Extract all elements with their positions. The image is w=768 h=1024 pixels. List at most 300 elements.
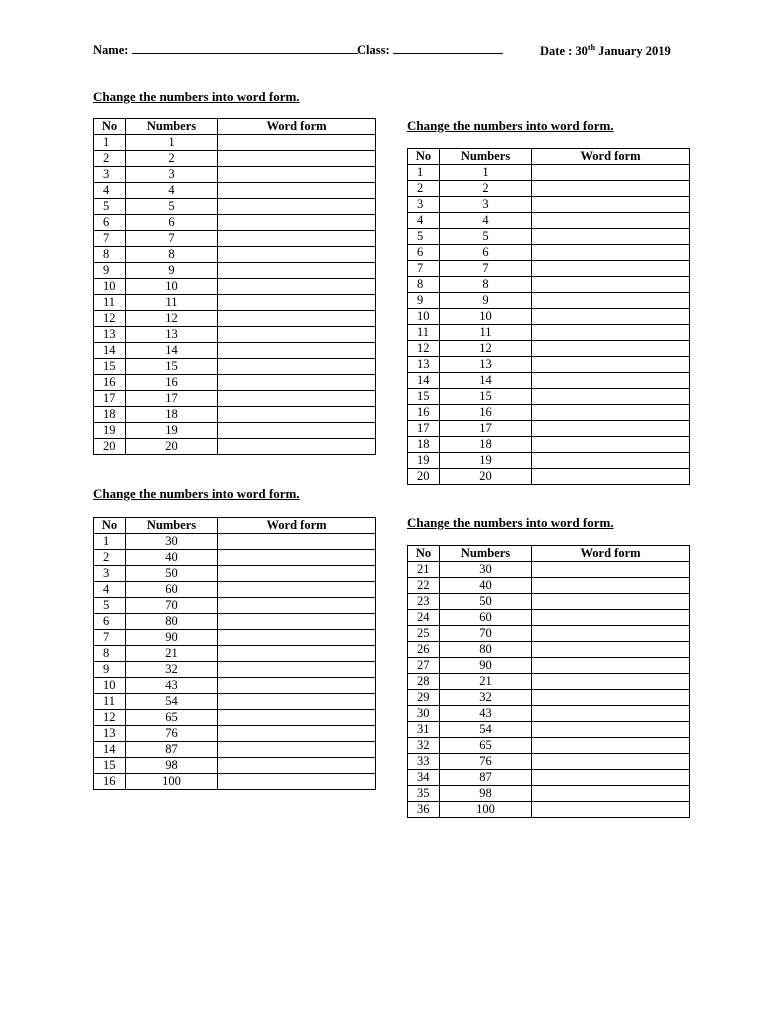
table-row: [94, 662, 376, 678]
table-row: [408, 594, 690, 610]
word-form-answer-cell[interactable]: [218, 343, 376, 359]
number-table: [93, 517, 376, 790]
row-number: 10: [94, 279, 126, 295]
number-value: 98: [126, 758, 218, 774]
number-value: 54: [126, 694, 218, 710]
table-row: [408, 658, 690, 674]
table-row: [94, 742, 376, 758]
word-form-answer-cell[interactable]: [218, 758, 376, 774]
row-number: 13: [94, 726, 126, 742]
word-form-answer-cell[interactable]: [532, 325, 690, 341]
table-row: [94, 614, 376, 630]
number-value: 87: [126, 742, 218, 758]
header-no: No: [94, 119, 126, 135]
word-form-answer-cell[interactable]: [532, 453, 690, 469]
table-row: [408, 706, 690, 722]
number-value: 30: [440, 562, 532, 578]
row-number: 4: [408, 213, 440, 229]
word-form-answer-cell[interactable]: [532, 405, 690, 421]
number-value: 30: [126, 534, 218, 550]
word-form-answer-cell[interactable]: [218, 646, 376, 662]
row-number: 9: [94, 263, 126, 279]
number-value: 2: [126, 151, 218, 167]
number-value: 15: [126, 359, 218, 375]
worksheet-4: [407, 514, 690, 818]
number-value: 90: [440, 658, 532, 674]
table-row: [94, 598, 376, 614]
word-form-answer-cell[interactable]: [218, 678, 376, 694]
word-form-answer-cell[interactable]: [218, 279, 376, 295]
row-number: 16: [94, 375, 126, 391]
row-number: 12: [94, 710, 126, 726]
number-value: 90: [126, 630, 218, 646]
table-row: [94, 215, 376, 231]
row-number: 4: [94, 582, 126, 598]
number-value: 18: [126, 407, 218, 423]
number-value: 4: [440, 213, 532, 229]
number-value: 12: [126, 311, 218, 327]
word-form-answer-cell[interactable]: [218, 391, 376, 407]
table-row: [94, 726, 376, 742]
table-row: [94, 375, 376, 391]
word-form-answer-cell[interactable]: [218, 710, 376, 726]
word-form-answer-cell[interactable]: [218, 247, 376, 263]
row-number: 25: [408, 626, 440, 642]
class-label: Class:: [357, 43, 390, 57]
number-value: 9: [126, 263, 218, 279]
row-number: 13: [94, 327, 126, 343]
word-form-answer-cell[interactable]: [218, 726, 376, 742]
row-number: 15: [94, 758, 126, 774]
number-value: 43: [440, 706, 532, 722]
table-row: [94, 758, 376, 774]
word-form-answer-cell[interactable]: [532, 578, 690, 594]
table-row: [94, 694, 376, 710]
worksheet-title: Change the numbers into word form.: [407, 515, 614, 530]
number-value: 19: [440, 453, 532, 469]
table-row: [408, 277, 690, 293]
table-row: [94, 279, 376, 295]
word-form-answer-cell[interactable]: [218, 167, 376, 183]
table-row: [408, 165, 690, 181]
worksheet-2: [407, 117, 690, 485]
row-number: 12: [408, 341, 440, 357]
row-number: 6: [94, 215, 126, 231]
number-value: 10: [126, 279, 218, 295]
word-form-answer-cell[interactable]: [218, 359, 376, 375]
number-value: 5: [126, 199, 218, 215]
row-number: 5: [408, 229, 440, 245]
number-value: 10: [440, 309, 532, 325]
table-row: [94, 439, 376, 455]
number-value: 20: [440, 469, 532, 485]
word-form-answer-cell[interactable]: [532, 802, 690, 818]
number-value: 14: [126, 343, 218, 359]
table-row: [408, 437, 690, 453]
header-numbers: Numbers: [126, 518, 218, 534]
number-value: 98: [440, 786, 532, 802]
word-form-answer-cell[interactable]: [218, 183, 376, 199]
table-header-row: [94, 119, 376, 135]
word-form-answer-cell[interactable]: [532, 469, 690, 485]
word-form-answer-cell[interactable]: [532, 357, 690, 373]
word-form-answer-cell[interactable]: [218, 534, 376, 550]
word-form-answer-cell[interactable]: [218, 598, 376, 614]
word-form-answer-cell[interactable]: [532, 261, 690, 277]
class-field[interactable]: [357, 43, 503, 58]
row-number: 18: [94, 407, 126, 423]
word-form-answer-cell[interactable]: [532, 738, 690, 754]
word-form-answer-cell[interactable]: [532, 421, 690, 437]
table-row: [408, 754, 690, 770]
word-form-answer-cell[interactable]: [532, 277, 690, 293]
worksheet-title: Change the numbers into word form.: [93, 486, 300, 501]
row-number: 28: [408, 674, 440, 690]
row-number: 32: [408, 738, 440, 754]
row-number: 14: [408, 373, 440, 389]
row-number: 3: [94, 566, 126, 582]
table-row: [408, 690, 690, 706]
row-number: 14: [94, 343, 126, 359]
number-value: 87: [440, 770, 532, 786]
header-numbers: Numbers: [440, 149, 532, 165]
number-value: 6: [440, 245, 532, 261]
word-form-answer-cell[interactable]: [218, 263, 376, 279]
number-value: 50: [440, 594, 532, 610]
word-form-answer-cell[interactable]: [218, 550, 376, 566]
row-number: 2: [94, 151, 126, 167]
number-value: 1: [126, 135, 218, 151]
number-value: 70: [440, 626, 532, 642]
row-number: 7: [94, 231, 126, 247]
table-row: [408, 786, 690, 802]
row-number: 4: [94, 183, 126, 199]
table-row: [94, 263, 376, 279]
number-value: 16: [126, 375, 218, 391]
word-form-answer-cell[interactable]: [532, 770, 690, 786]
number-value: 17: [126, 391, 218, 407]
row-number: 1: [408, 165, 440, 181]
table-row: [94, 423, 376, 439]
table-row: [408, 245, 690, 261]
header-numbers: Numbers: [126, 119, 218, 135]
word-form-answer-cell[interactable]: [218, 199, 376, 215]
row-number: 15: [94, 359, 126, 375]
number-value: 65: [126, 710, 218, 726]
table-row: [94, 582, 376, 598]
row-number: 27: [408, 658, 440, 674]
number-value: 40: [126, 550, 218, 566]
row-number: 1: [94, 534, 126, 550]
word-form-answer-cell[interactable]: [218, 439, 376, 455]
word-form-answer-cell[interactable]: [532, 309, 690, 325]
table-row: [408, 642, 690, 658]
table-row: [94, 343, 376, 359]
word-form-answer-cell[interactable]: [532, 594, 690, 610]
table-row: [408, 389, 690, 405]
table-row: [94, 359, 376, 375]
number-value: 13: [126, 327, 218, 343]
word-form-answer-cell[interactable]: [218, 311, 376, 327]
number-value: 17: [440, 421, 532, 437]
number-value: 4: [126, 183, 218, 199]
number-value: 8: [126, 247, 218, 263]
row-number: 30: [408, 706, 440, 722]
row-number: 9: [94, 662, 126, 678]
row-number: 8: [94, 646, 126, 662]
number-value: 1: [440, 165, 532, 181]
row-number: 24: [408, 610, 440, 626]
number-value: 7: [440, 261, 532, 277]
row-number: 21: [408, 562, 440, 578]
row-number: 20: [94, 439, 126, 455]
word-form-answer-cell[interactable]: [532, 754, 690, 770]
number-value: 16: [440, 405, 532, 421]
number-value: 20: [126, 439, 218, 455]
word-form-answer-cell[interactable]: [532, 181, 690, 197]
word-form-answer-cell[interactable]: [532, 690, 690, 706]
number-table: [407, 148, 690, 485]
word-form-answer-cell[interactable]: [532, 165, 690, 181]
number-value: 100: [126, 774, 218, 790]
table-row: [94, 566, 376, 582]
header-word-form: Word form: [532, 149, 690, 165]
table-row: [94, 167, 376, 183]
table-row: [94, 550, 376, 566]
row-number: 15: [408, 389, 440, 405]
number-value: 65: [440, 738, 532, 754]
number-value: 12: [440, 341, 532, 357]
row-number: 16: [94, 774, 126, 790]
number-value: 11: [126, 295, 218, 311]
word-form-answer-cell[interactable]: [218, 694, 376, 710]
table-row: [94, 311, 376, 327]
table-row: [408, 626, 690, 642]
table-row: [94, 407, 376, 423]
table-row: [408, 802, 690, 818]
number-value: 80: [126, 614, 218, 630]
word-form-answer-cell[interactable]: [532, 341, 690, 357]
word-form-answer-cell[interactable]: [218, 630, 376, 646]
table-row: [408, 453, 690, 469]
name-label: Name:: [93, 43, 129, 57]
row-number: 33: [408, 754, 440, 770]
table-row: [408, 229, 690, 245]
date-text: [540, 43, 671, 59]
table-row: [94, 247, 376, 263]
date-label: Date : 30: [540, 44, 588, 59]
word-form-answer-cell[interactable]: [532, 373, 690, 389]
word-form-answer-cell[interactable]: [532, 197, 690, 213]
word-form-answer-cell[interactable]: [218, 742, 376, 758]
number-value: 11: [440, 325, 532, 341]
row-number: 11: [408, 325, 440, 341]
table-row: [408, 325, 690, 341]
class-blank-line[interactable]: [393, 53, 503, 54]
number-value: 21: [126, 646, 218, 662]
word-form-answer-cell[interactable]: [532, 437, 690, 453]
table-row: [94, 295, 376, 311]
word-form-answer-cell[interactable]: [532, 389, 690, 405]
row-number: 8: [94, 247, 126, 263]
number-value: 6: [126, 215, 218, 231]
table-row: [94, 534, 376, 550]
word-form-answer-cell[interactable]: [218, 407, 376, 423]
word-form-answer-cell[interactable]: [218, 135, 376, 151]
table-row: [94, 646, 376, 662]
table-row: [408, 610, 690, 626]
number-value: 60: [440, 610, 532, 626]
word-form-answer-cell[interactable]: [532, 674, 690, 690]
table-header-row: [408, 546, 690, 562]
word-form-answer-cell[interactable]: [218, 662, 376, 678]
word-form-answer-cell[interactable]: [532, 722, 690, 738]
table-row: [408, 405, 690, 421]
row-number: 8: [408, 277, 440, 293]
row-number: 3: [94, 167, 126, 183]
date-suffix: th: [587, 43, 596, 52]
row-number: 2: [94, 550, 126, 566]
table-row: [408, 722, 690, 738]
word-form-answer-cell[interactable]: [532, 562, 690, 578]
row-number: 16: [408, 405, 440, 421]
word-form-answer-cell[interactable]: [532, 245, 690, 261]
table-row: [94, 183, 376, 199]
table-row: [408, 770, 690, 786]
number-value: 14: [440, 373, 532, 389]
row-number: 17: [94, 391, 126, 407]
table-header-row: [408, 149, 690, 165]
row-number: 22: [408, 578, 440, 594]
number-value: 18: [440, 437, 532, 453]
number-value: 76: [440, 754, 532, 770]
table-row: [408, 674, 690, 690]
worksheet-title: Change the numbers into word form.: [93, 89, 300, 104]
word-form-answer-cell[interactable]: [218, 215, 376, 231]
row-number: 13: [408, 357, 440, 373]
number-value: 60: [126, 582, 218, 598]
row-number: 35: [408, 786, 440, 802]
name-blank-line[interactable]: [132, 53, 358, 54]
row-number: 10: [94, 678, 126, 694]
table-row: [408, 197, 690, 213]
word-form-answer-cell[interactable]: [218, 295, 376, 311]
row-number: 9: [408, 293, 440, 309]
word-form-answer-cell[interactable]: [218, 327, 376, 343]
worksheet-1: [93, 88, 376, 455]
number-value: 50: [126, 566, 218, 582]
word-form-answer-cell[interactable]: [532, 610, 690, 626]
row-number: 20: [408, 469, 440, 485]
word-form-answer-cell[interactable]: [532, 229, 690, 245]
row-number: 29: [408, 690, 440, 706]
row-number: 10: [408, 309, 440, 325]
row-number: 17: [408, 421, 440, 437]
word-form-answer-cell[interactable]: [532, 213, 690, 229]
table-row: [408, 213, 690, 229]
word-form-answer-cell[interactable]: [532, 642, 690, 658]
number-value: 5: [440, 229, 532, 245]
row-number: 11: [94, 694, 126, 710]
row-number: 1: [94, 135, 126, 151]
row-number: 5: [94, 199, 126, 215]
number-value: 19: [126, 423, 218, 439]
row-number: 34: [408, 770, 440, 786]
table-row: [94, 678, 376, 694]
row-number: 11: [94, 295, 126, 311]
row-number: 5: [94, 598, 126, 614]
table-row: [408, 469, 690, 485]
word-form-answer-cell[interactable]: [532, 786, 690, 802]
table-header-row: [94, 518, 376, 534]
table-row: [408, 341, 690, 357]
number-value: 3: [126, 167, 218, 183]
number-value: 2: [440, 181, 532, 197]
name-field[interactable]: [93, 43, 358, 58]
row-number: 19: [94, 423, 126, 439]
row-number: 19: [408, 453, 440, 469]
table-row: [94, 231, 376, 247]
table-row: [94, 327, 376, 343]
word-form-answer-cell[interactable]: [218, 774, 376, 790]
word-form-answer-cell[interactable]: [218, 423, 376, 439]
word-form-answer-cell[interactable]: [532, 293, 690, 309]
number-value: 9: [440, 293, 532, 309]
number-value: 7: [126, 231, 218, 247]
word-form-answer-cell[interactable]: [532, 658, 690, 674]
word-form-answer-cell[interactable]: [532, 706, 690, 722]
row-number: 6: [408, 245, 440, 261]
word-form-answer-cell[interactable]: [218, 566, 376, 582]
table-row: [408, 261, 690, 277]
table-row: [408, 738, 690, 754]
word-form-answer-cell[interactable]: [218, 151, 376, 167]
date-month-year: January 2019: [595, 44, 671, 59]
header-no: No: [408, 546, 440, 562]
table-row: [94, 151, 376, 167]
word-form-answer-cell[interactable]: [532, 626, 690, 642]
table-row: [408, 421, 690, 437]
row-number: 26: [408, 642, 440, 658]
number-value: 80: [440, 642, 532, 658]
row-number: 36: [408, 802, 440, 818]
number-value: 54: [440, 722, 532, 738]
row-number: 7: [94, 630, 126, 646]
table-row: [408, 293, 690, 309]
table-row: [408, 373, 690, 389]
word-form-answer-cell[interactable]: [218, 614, 376, 630]
word-form-answer-cell[interactable]: [218, 375, 376, 391]
header-numbers: Numbers: [440, 546, 532, 562]
worksheet-title: Change the numbers into word form.: [407, 118, 614, 133]
table-row: [408, 309, 690, 325]
number-value: 32: [126, 662, 218, 678]
row-number: 2: [408, 181, 440, 197]
word-form-answer-cell[interactable]: [218, 582, 376, 598]
header-no: No: [408, 149, 440, 165]
number-value: 76: [126, 726, 218, 742]
header-word-form: Word form: [218, 119, 376, 135]
header-no: No: [94, 518, 126, 534]
row-number: 7: [408, 261, 440, 277]
word-form-answer-cell[interactable]: [218, 231, 376, 247]
number-value: 70: [126, 598, 218, 614]
table-row: [408, 181, 690, 197]
row-number: 18: [408, 437, 440, 453]
table-row: [94, 630, 376, 646]
header-word-form: Word form: [532, 546, 690, 562]
table-row: [408, 357, 690, 373]
